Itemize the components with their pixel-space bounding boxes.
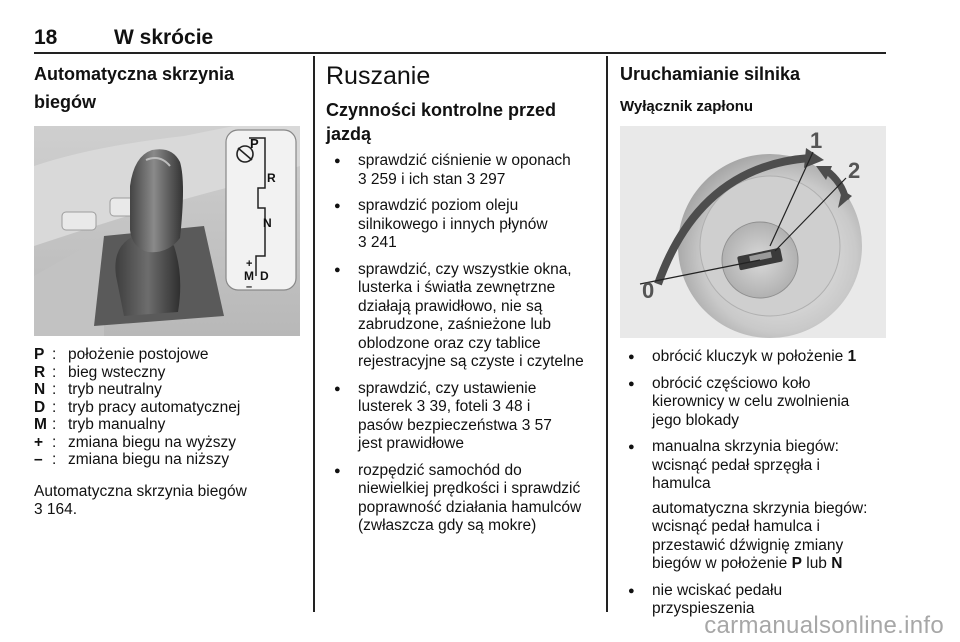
legend-key: M <box>34 416 47 433</box>
legend-colon: : <box>52 398 57 416</box>
list-item-line: przyspieszenia <box>652 600 755 617</box>
column-divider-2 <box>606 56 608 612</box>
list-item-line: oblodzone oraz czy tablice <box>358 334 541 352</box>
shifter-label-m: M <box>244 269 254 283</box>
list-item <box>326 197 594 253</box>
ignition-position-0: 0 <box>642 278 655 303</box>
pre-drive-checklist <box>326 152 594 536</box>
legend-colon: : <box>52 451 57 468</box>
list-item-text: biegów w położenie <box>652 555 792 572</box>
column-transmission <box>34 60 300 519</box>
legend-row <box>34 416 300 434</box>
legend-text: bieg wsteczny <box>68 363 166 381</box>
legend-text: tryb pracy automatycznej <box>68 398 241 416</box>
list-item-line: jest prawidłowe <box>358 435 464 452</box>
ignition-position-2: 2 <box>848 158 861 183</box>
list-item-line: jego blokady <box>652 411 740 429</box>
list-item-line: silnikowego i innych płynów <box>358 215 548 233</box>
position-value: 1 <box>847 348 857 365</box>
list-item-line: rejestracyjne są czyste i czytelne <box>358 353 584 370</box>
page-header <box>34 26 886 52</box>
legend-row <box>34 346 300 364</box>
pre-drive-checks-heading: Czynności kontrolne przed jazdą <box>326 100 557 144</box>
list-item-line: ● sprawdzić, czy ustawienie <box>358 379 537 397</box>
position-value: N <box>831 555 843 572</box>
list-item <box>326 152 594 189</box>
list-item-line: automatyczna skrzynia biegów: <box>652 499 868 517</box>
legend-text: zmiana biegu na niższy <box>68 451 230 468</box>
transmission-heading: Automatyczna skrzynia biegów <box>34 64 235 112</box>
legend-row <box>34 364 300 382</box>
list-item <box>620 438 886 574</box>
list-item-line: lusterka i światła zewnętrzne <box>358 279 556 296</box>
shifter-label-r: R <box>267 171 276 185</box>
list-item-line: 3 259 i ich stan 3 297 <box>358 170 506 188</box>
page-reference-link[interactable]: 3 164. <box>34 500 78 518</box>
ignition-switch-heading: Wyłącznik zapłonu <box>620 98 754 115</box>
engine-start-heading: Uruchamianie silnika <box>620 64 801 84</box>
list-item-line: hamulca <box>652 475 711 492</box>
column-divider-1 <box>313 56 315 612</box>
list-item <box>620 375 886 431</box>
list-item-line: ● nie wciskać pedału <box>652 581 783 599</box>
legend-key: D <box>34 398 46 416</box>
list-item-text: obrócić kluczyk w położenie <box>652 348 848 365</box>
legend-colon: : <box>52 416 57 433</box>
list-item <box>326 462 594 536</box>
legend-row <box>34 451 300 469</box>
legend-key: + <box>34 433 44 451</box>
legend-key: N <box>34 381 46 398</box>
list-item-line: ● sprawdzić ciśnienie w oponach <box>358 152 571 169</box>
list-item-line <box>652 555 886 574</box>
list-item-line: zabrudzone, zaśnieżone lub <box>358 316 552 333</box>
shifter-label-p: P <box>250 136 259 151</box>
list-item-line: ● sprawdzić poziom oleju <box>358 197 519 214</box>
header-rule <box>34 52 886 54</box>
list-item <box>326 261 594 372</box>
page-number: 18 <box>34 26 58 49</box>
shifter-label-minus: – <box>246 281 253 293</box>
shifter-label-plus: + <box>246 258 253 270</box>
list-item-line: przestawić dźwignię zmiany <box>652 536 844 554</box>
legend-row <box>34 434 300 452</box>
engine-start-steps <box>620 348 886 619</box>
gear-shifter-illustration <box>34 126 300 336</box>
section-title: W skrócie <box>114 26 214 49</box>
note-text: Automatyczna skrzynia biegów <box>34 482 247 500</box>
list-item-line: (zwłaszcza gdy są mokre) <box>358 517 537 534</box>
position-value: P <box>791 555 802 572</box>
legend-row <box>34 399 300 417</box>
list-item-line: kierownicy w celu zwolnienia <box>652 393 850 410</box>
legend-key: P <box>34 346 45 363</box>
gear-legend <box>34 346 300 469</box>
starting-off-heading: Ruszanie <box>326 62 431 90</box>
legend-text: tryb neutralny <box>68 381 162 398</box>
legend-text: zmiana biegu na wyższy <box>68 433 236 451</box>
list-item-line: lusterek 3 39, foteli 3 48 i <box>358 398 531 415</box>
list-item-text: lub <box>801 555 832 572</box>
legend-colon: : <box>52 381 57 398</box>
list-item-line: ● rozpędzić samochód do <box>358 461 522 479</box>
column-starting-off <box>326 60 594 544</box>
legend-colon: : <box>52 346 57 363</box>
legend-key: R <box>34 363 46 381</box>
list-item-line: poprawność działania hamulców <box>358 498 582 516</box>
list-item-line: ● manualna skrzynia biegów: <box>652 438 839 455</box>
list-item <box>326 380 594 454</box>
list-item-line: ● obrócić częściowo koło <box>652 374 811 392</box>
list-item-line: niewielkiej prędkości i sprawdzić <box>358 480 581 497</box>
legend-colon: : <box>52 433 57 451</box>
transmission-note <box>34 483 300 519</box>
column-engine-start <box>620 60 886 627</box>
list-item-line: 3 241 <box>358 234 397 251</box>
legend-text: tryb manualny <box>68 416 166 433</box>
list-item-line: wcisnąć pedał sprzęgła i <box>652 456 821 474</box>
shifter-label-d: D <box>260 269 269 283</box>
ignition-switch-illustration <box>620 126 886 338</box>
list-item-line: ● sprawdzić, czy wszystkie okna, <box>358 260 572 278</box>
list-item-line: pasów bezpieczeństwa 3 57 <box>358 416 552 434</box>
list-item <box>620 348 886 367</box>
watermark: carmanualsonline.info <box>704 612 944 639</box>
legend-text: położenie postojowe <box>68 346 209 363</box>
legend-key: – <box>34 451 43 468</box>
ignition-position-1: 1 <box>810 128 823 153</box>
list-item-line: działają prawidłowo, nie są <box>358 297 543 315</box>
shifter-label-n: N <box>263 216 272 230</box>
legend-row <box>34 381 300 399</box>
legend-colon: : <box>52 363 57 381</box>
list-item-line: wcisnąć pedał hamulca i <box>652 518 821 535</box>
